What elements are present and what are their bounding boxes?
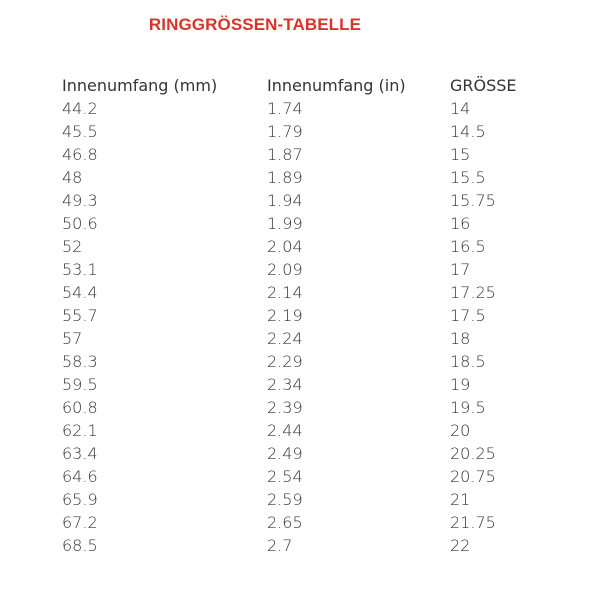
table-row (62, 442, 550, 465)
table-body (62, 97, 550, 557)
cell-size: 18 (450, 329, 471, 348)
column-header-mm: Innenumfang (mm) (62, 76, 218, 95)
cell-size: 14.5 (450, 122, 486, 141)
cell-mm: 44.2 (62, 99, 98, 118)
cell-mm: 57 (62, 329, 83, 348)
cell-mm: 46.8 (62, 145, 98, 164)
cell-in: 1.94 (267, 191, 303, 210)
cell-mm: 68.5 (62, 536, 98, 555)
ring-size-table (62, 74, 550, 557)
table-row (62, 488, 550, 511)
cell-mm: 50.6 (62, 214, 98, 233)
cell-in: 1.87 (267, 145, 303, 164)
cell-in: 2.49 (267, 444, 303, 463)
cell-size: 20.75 (450, 467, 496, 486)
cell-mm: 63.4 (62, 444, 98, 463)
table-row (62, 534, 550, 557)
table-row (62, 189, 550, 212)
cell-size: 22 (450, 536, 471, 555)
cell-in: 2.24 (267, 329, 303, 348)
cell-in: 2.39 (267, 398, 303, 417)
cell-mm: 65.9 (62, 490, 98, 509)
table-row (62, 212, 550, 235)
cell-in: 2.7 (267, 536, 293, 555)
cell-mm: 53.1 (62, 260, 98, 279)
table-row (62, 281, 550, 304)
cell-mm: 45.5 (62, 122, 98, 141)
table-row (62, 373, 550, 396)
cell-in: 1.74 (267, 99, 303, 118)
cell-in: 1.99 (267, 214, 303, 233)
cell-in: 2.19 (267, 306, 303, 325)
cell-mm: 49.3 (62, 191, 98, 210)
cell-size: 14 (450, 99, 471, 118)
table-row (62, 258, 550, 281)
cell-in: 2.54 (267, 467, 303, 486)
cell-size: 17 (450, 260, 471, 279)
cell-size: 21 (450, 490, 471, 509)
cell-in: 2.29 (267, 352, 303, 371)
cell-size: 17.5 (450, 306, 486, 325)
table-row (62, 396, 550, 419)
cell-size: 16 (450, 214, 471, 233)
cell-in: 2.59 (267, 490, 303, 509)
cell-in: 2.44 (267, 421, 303, 440)
cell-size: 18.5 (450, 352, 486, 371)
cell-size: 21.75 (450, 513, 496, 532)
cell-size: 15 (450, 145, 471, 164)
cell-in: 2.65 (267, 513, 303, 532)
cell-mm: 52 (62, 237, 83, 256)
table-row (62, 235, 550, 258)
table-row (62, 120, 550, 143)
table-header-row (62, 74, 550, 97)
table-row (62, 327, 550, 350)
table-row (62, 350, 550, 373)
table-row (62, 465, 550, 488)
table-row (62, 97, 550, 120)
cell-mm: 67.2 (62, 513, 98, 532)
cell-mm: 60.8 (62, 398, 98, 417)
cell-in: 2.04 (267, 237, 303, 256)
cell-in: 2.34 (267, 375, 303, 394)
column-header-in: Innenumfang (in) (267, 76, 406, 95)
cell-in: 1.79 (267, 122, 303, 141)
cell-mm: 62.1 (62, 421, 98, 440)
cell-in: 2.09 (267, 260, 303, 279)
cell-size: 19.5 (450, 398, 486, 417)
cell-mm: 59.5 (62, 375, 98, 394)
cell-mm: 55.7 (62, 306, 98, 325)
table-row (62, 304, 550, 327)
cell-size: 16.5 (450, 237, 486, 256)
cell-in: 1.89 (267, 168, 303, 187)
cell-size: 20.25 (450, 444, 496, 463)
cell-mm: 48 (62, 168, 83, 187)
cell-in: 2.14 (267, 283, 303, 302)
cell-mm: 54.4 (62, 283, 98, 302)
table-row (62, 419, 550, 442)
column-header-size: GRÖSSE (450, 76, 517, 95)
cell-mm: 64.6 (62, 467, 98, 486)
table-row (62, 166, 550, 189)
cell-size: 15.75 (450, 191, 496, 210)
cell-size: 20 (450, 421, 471, 440)
table-row (62, 511, 550, 534)
table-row (62, 143, 550, 166)
cell-size: 17.25 (450, 283, 496, 302)
page-title: RINGGRÖSSEN-TABELLE (148, 15, 362, 34)
cell-size: 15.5 (450, 168, 486, 187)
cell-mm: 58.3 (62, 352, 98, 371)
cell-size: 19 (450, 375, 471, 394)
